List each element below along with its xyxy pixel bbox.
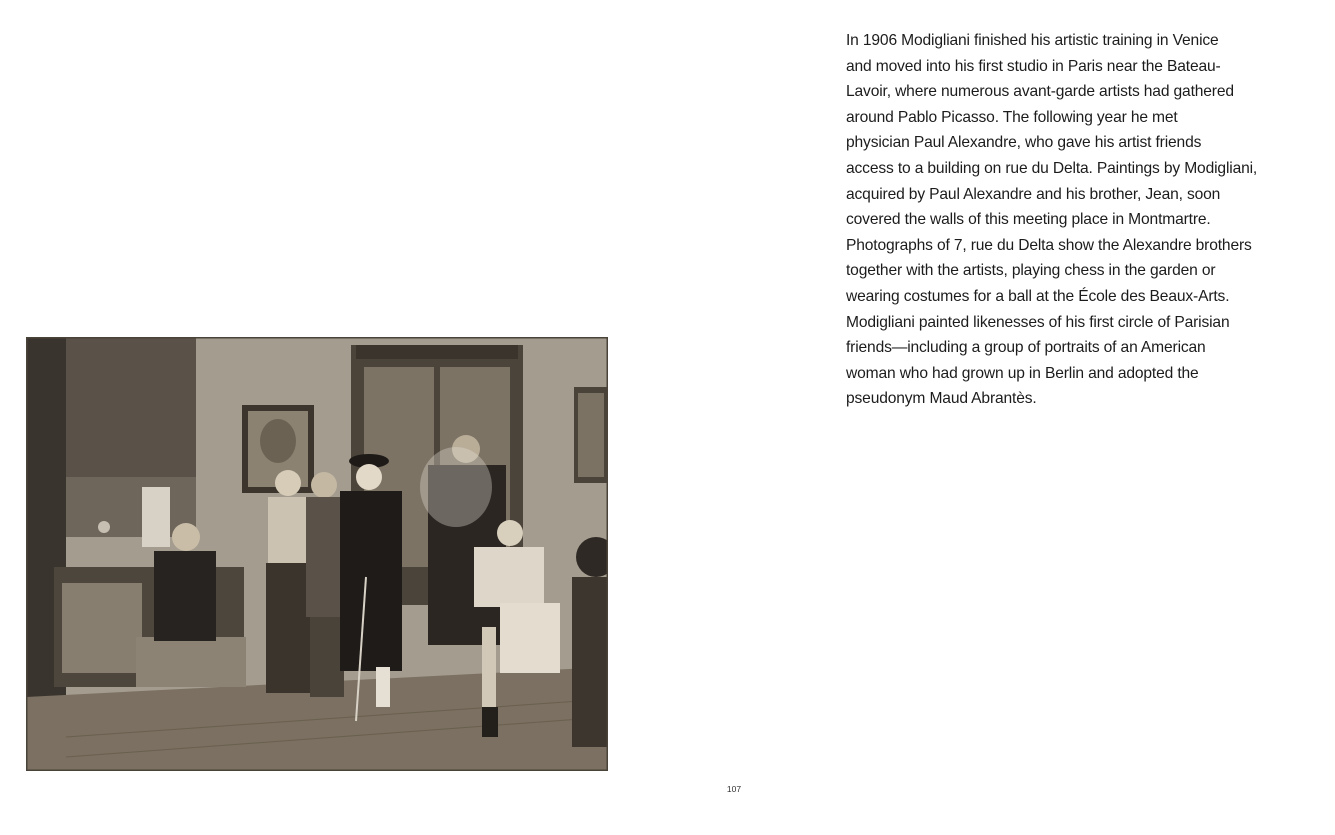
body-text-line: wearing costumes for a ball at the École des Beaux-Arts.: [846, 287, 1230, 305]
body-text-line: Modigliani painted likenesses of his first circle of Parisian: [846, 313, 1230, 331]
body-text-line: physician Paul Alexandre, who gave his artist friends: [846, 134, 1202, 152]
body-text-line: Lavoir, where numerous avant-garde artists had gathered: [846, 83, 1234, 101]
body-text: [846, 28, 1324, 412]
body-text-line: access to a building on rue du Delta. Paintings by Modigliani,: [846, 159, 1258, 177]
body-text-line: friends—including a group of portraits of an American: [846, 339, 1206, 357]
body-text-line: acquired by Paul Alexandre and his brother, Jean, soon: [846, 185, 1221, 203]
body-text-line: In 1906 Modigliani finished his artistic training in Venice: [846, 32, 1219, 49]
body-text-line: woman who had grown up in Berlin and adopted the: [846, 364, 1199, 382]
body-text-line: pseudonym Maud Abrantès.: [846, 390, 1037, 408]
body-text-line: and moved into his first studio in Paris near the Bateau-: [846, 57, 1221, 75]
page-number: 107: [726, 784, 742, 794]
photograph-image: [26, 337, 608, 771]
body-text-line: around Pablo Picasso. The following year he met: [846, 108, 1178, 126]
historical-photograph: [26, 337, 608, 771]
body-text-line: Photographs of 7, rue du Delta show the Alexandre brothers: [846, 236, 1252, 254]
body-text-line: covered the walls of this meeting place in Montmartre.: [846, 211, 1211, 229]
body-text-line: together with the artists, playing chess in the garden or: [846, 262, 1216, 280]
